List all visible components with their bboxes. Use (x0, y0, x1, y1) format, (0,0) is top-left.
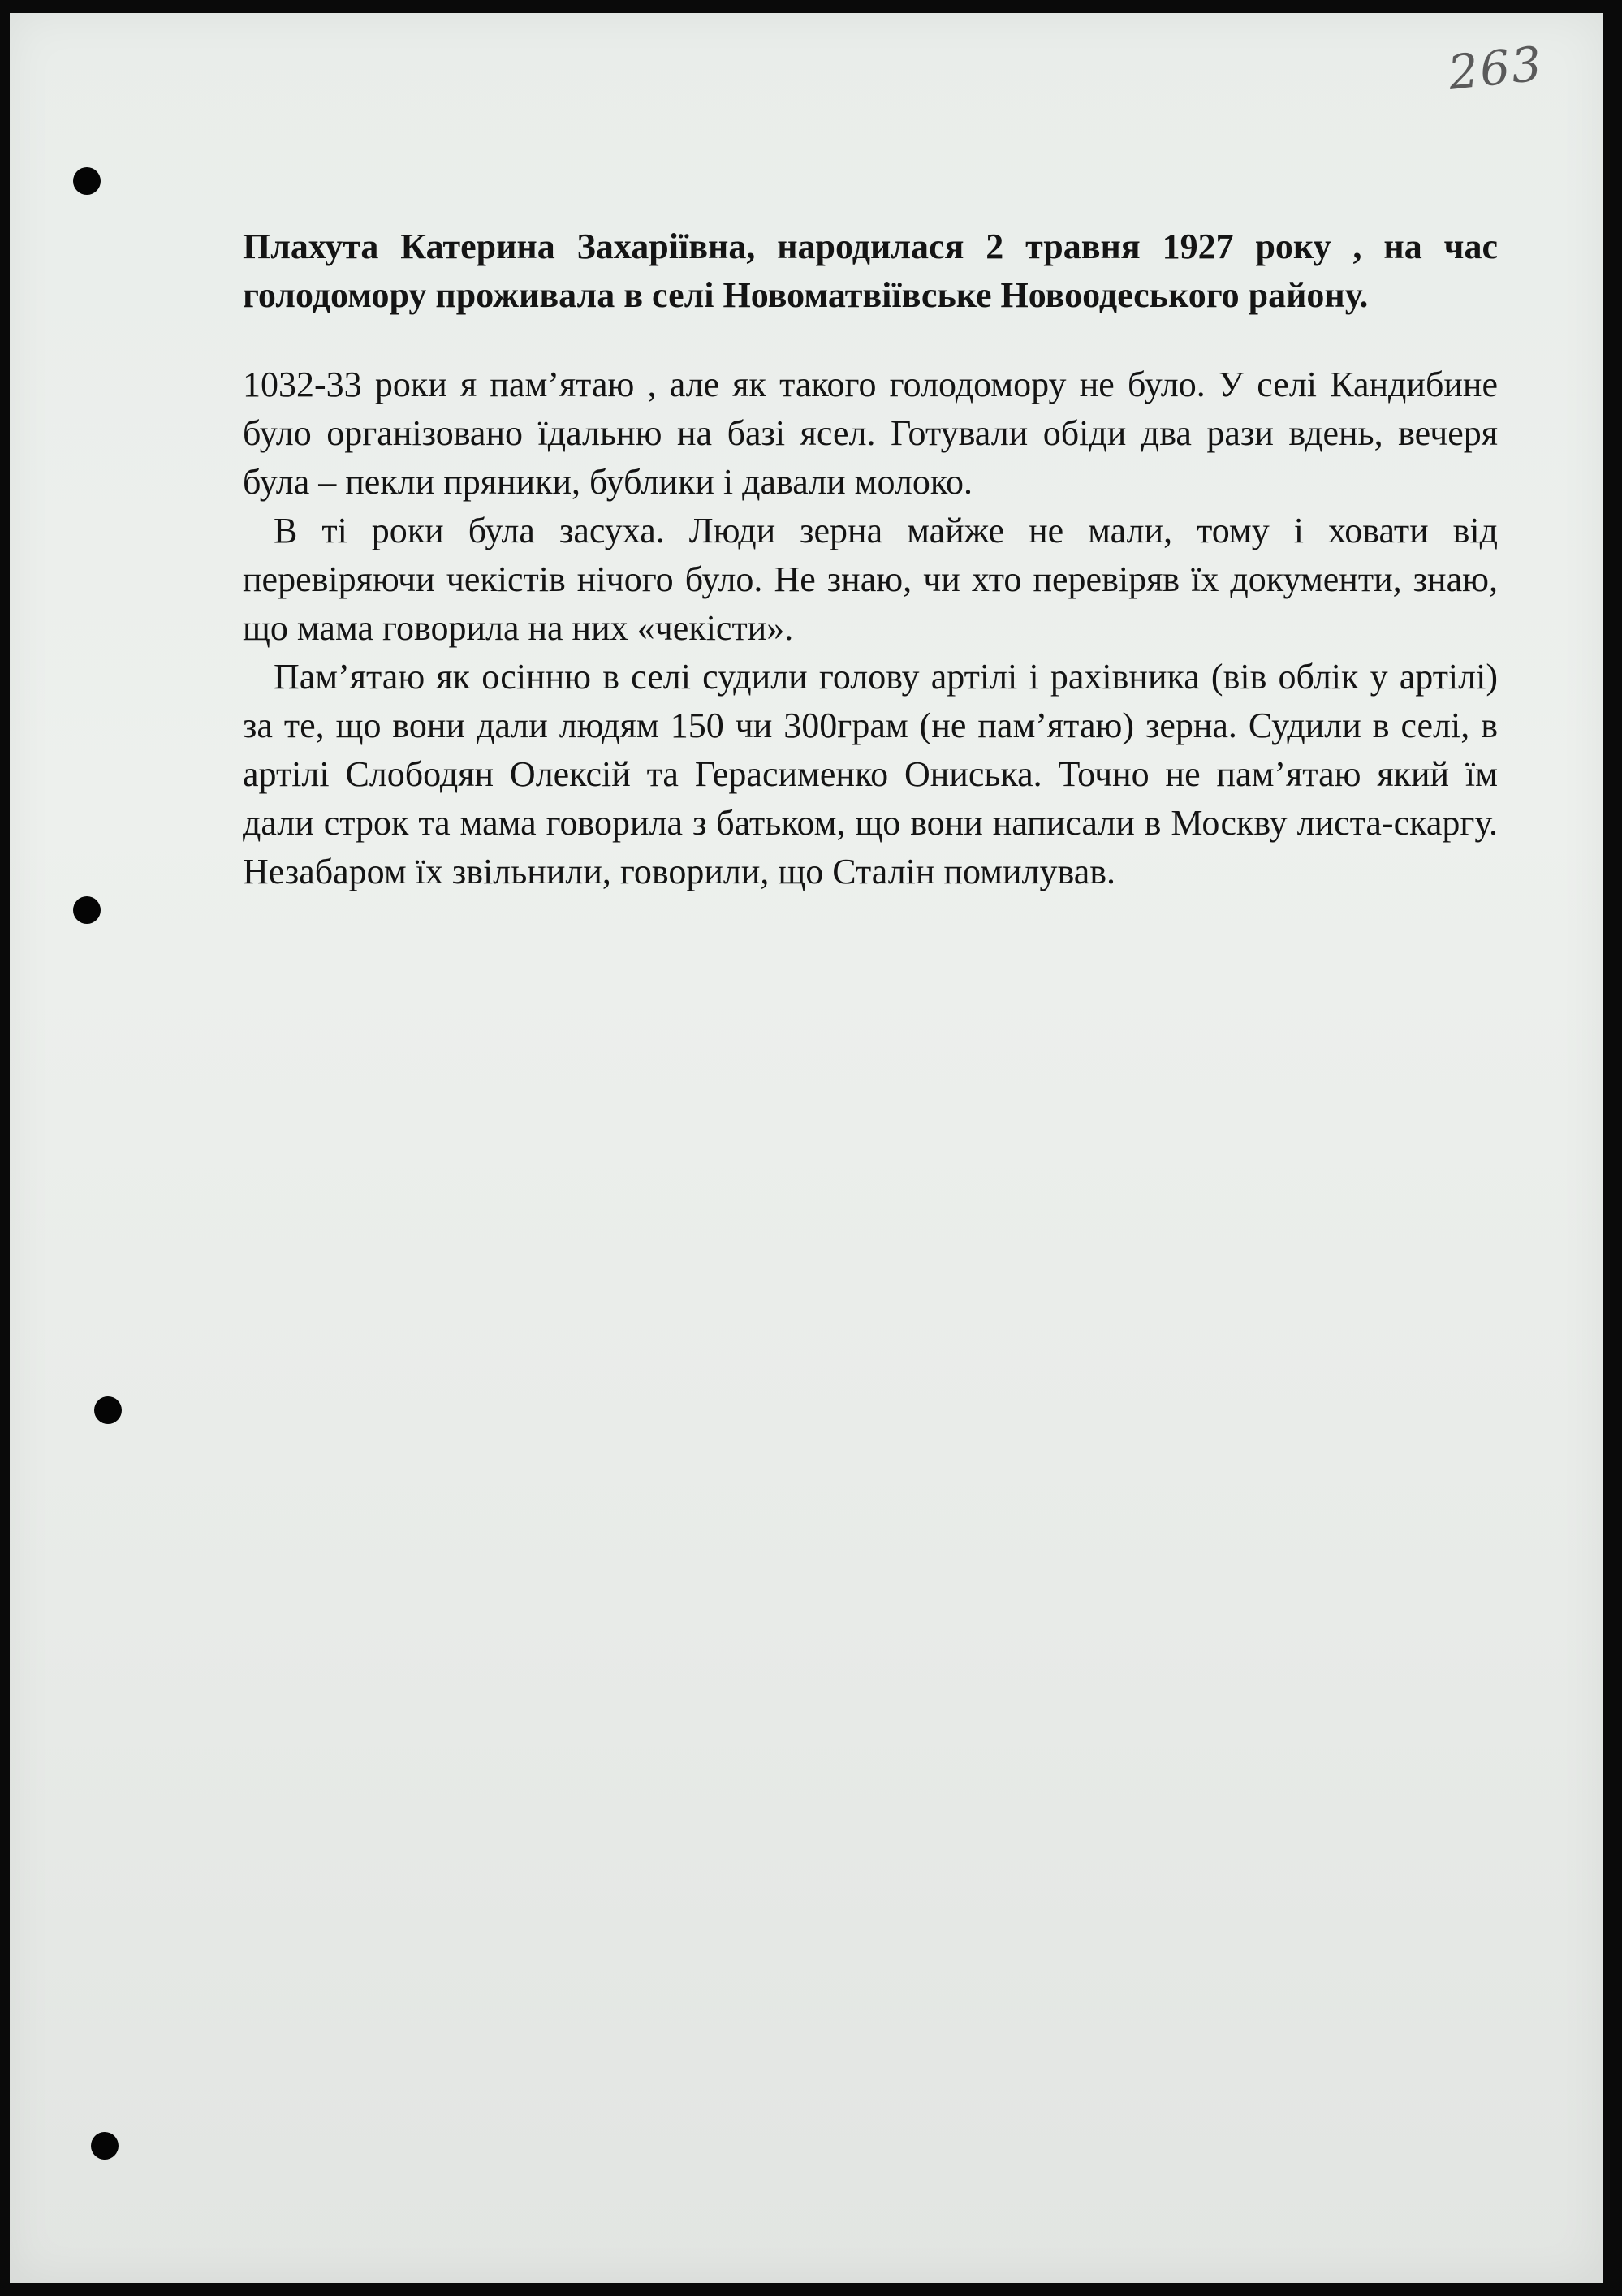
paragraph-2: В ті роки була засуха. Люди зерна майже не мали, тому і ховати від перевіряючи чекістів нічого було. Не знаю, чи хто перевіряв їх документи, знаю, що мама говорила на них «чекісти». (243, 511, 1498, 648)
punch-hole (73, 167, 101, 195)
punch-hole (94, 1396, 122, 1424)
page-number-handwritten: 263 (1445, 36, 1546, 101)
document-body (243, 222, 1498, 896)
document-heading: Плахута Катерина Захаріївна, народилася 2 травня 1927 року , на час голодомору проживала в селі Новоматвіївське Новоодеського району. (243, 227, 1498, 315)
paragraph-1: 1032-33 роки я пам’ятаю , але як такого голодомору не було. У селі Кандибине було організовано їдальню на базі ясел. Готували обіди два рази вдень, вечеря була – пекли пряники, бублики і давали молоко. (243, 365, 1498, 502)
punch-hole (91, 2132, 119, 2160)
paragraph-3: Пам’ятаю як осінню в селі судили голову артілі і рахівника (вів облік у артілі) за те, що вони дали людям 150 чи 300грам (не пам’ятаю) зерна. Судили в селі, в артілі Слободян Олексій та Герасименко Ониська. Точно не пам’ятаю який їм дали строк та мама говорила з батьком, що вони написали в Москву листа-скаргу. Незабаром їх звільнили, говорили, що Сталін помилував. (243, 657, 1498, 891)
punch-hole (73, 896, 101, 924)
document-page (10, 13, 1603, 2283)
